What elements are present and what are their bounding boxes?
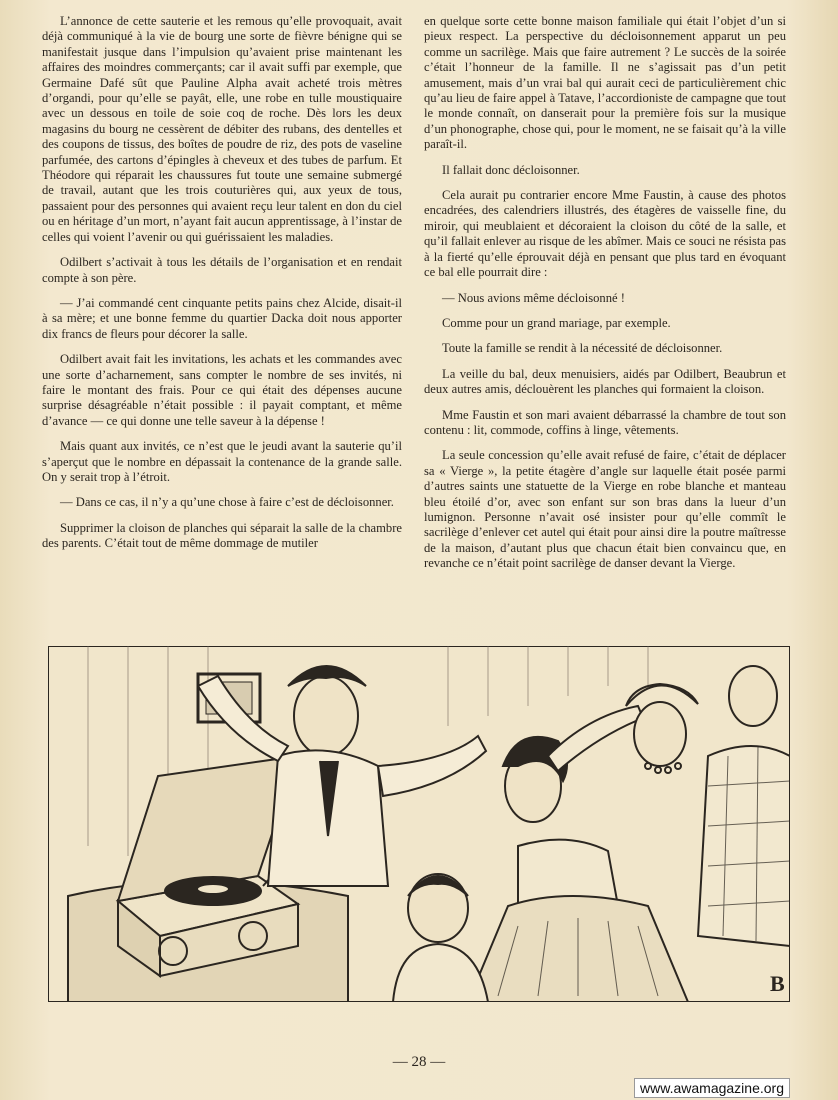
- paragraph: Supprimer la cloison de planches qui séparait la salle de la chambre des parents. C’était tout de même dommage de mutiler: [42, 520, 402, 551]
- paragraph: Odilbert s’activait à tous les détails de l’organisation et en rendait compte à son père.: [42, 255, 402, 285]
- paragraph: — Dans ce cas, il n’y a qu’une chose à faire c’est de décloisonner.: [60, 495, 394, 510]
- paragraph: — J’ai commandé cent cinquante petits pains chez Alcide, disait-il à sa mère; et une bonne femme du quartier Dacka doit nous apporter dix francs de fleurs pour décorer la salle.: [42, 295, 402, 341]
- paragraph: Mais quant aux invités, ce n’est que le jeudi avant la sauterie qu’il s’aperçut que le nombre en dépassait la contenance de la grande salle. On y serait trop à l’étroit.: [42, 439, 402, 484]
- paragraph: Cela aurait pu contrarier encore Mme Faustin, à cause des photos encadrées, des calendriers illustrés, des étagères de vaisselle fine, du miroir, qui meublaient et décoraient la cloison du côté de la salle, et qu’il fallait enlever au risque de les abîmer. Mais ce souci ne résista pas à la fierté qu’elle éprouvait déjà en pensant que plus tard en évoquant ce bal elle pourrait dire :: [424, 188, 786, 280]
- paragraph: La veille du bal, deux menuisiers, aidés par Odilbert, Beaubrun et deux autres amis, déclouèrent les planches qui formaient la cloison.: [424, 366, 786, 397]
- paragraph: Toute la famille se rendit à la nécessité de décloisonner.: [442, 341, 723, 356]
- right-text-column: [424, 14, 786, 582]
- paragraph-continued: en quelque sorte cette bonne maison familiale qui était l’objet d’un si pieux respect. La perspective du décloisonnement apparut un peu comme un sacrilège. Mais que faire autrement ? Le succès de la soirée c’était l’honneur de la famille. Il ne s’agissait pas d’un petit amusement, mais d’un vrai bal qui aurait ceci de particulièrement chic qu’au lieu de faire appel à Tatave, l’accordioniste de campagne que tout le monde connaît, on danserait pour la première fois sur la musique d’un phonographe, chose qui, pour le moment, ne se faisait qu’à la ville paraît-il.: [424, 14, 786, 152]
- paragraph: Odilbert avait fait les invitations, les achats et les commandes avec une sorte d’acharnement, sans compter le nombre de ses invités, ni faire le montant des frais. Pour ce qui était des dépenses aucune surprise désagréable n’était possible : il payait comptant, et même d’avance — ce qui donne une telle saveur à la dépense !: [42, 352, 402, 428]
- paragraph: Il fallait donc décloisonner.: [442, 162, 580, 177]
- illustrator-signature: B: [770, 971, 785, 996]
- watermark-link[interactable]: www.awamagazine.org: [634, 1078, 790, 1098]
- paragraph: Comme pour un grand mariage, par exemple.: [442, 315, 671, 330]
- paragraph: Mme Faustin et son mari avaient débarrassé la chambre de tout son contenu : lit, commode, coffins à linge, vêtements.: [424, 407, 786, 437]
- paragraph: — Nous avions même décloisonné !: [442, 290, 625, 305]
- left-text-column: [42, 14, 402, 562]
- page-number: — 28 —: [392, 1054, 446, 1070]
- paragraph: L’annonce de cette sauterie et les remous qu’elle provoquait, avait déjà communiqué à la vie de bourg une sorte de fièvre bénigne qui se manifestait jusque dans l’impulsion qu’avaient prise maintenant les affaires des moindres commerçants; car il avait suffi par exemple, que Germaine Dafé sût que Pauline Alpha avait acheté trois mètres d’organdi, pour qu’elle se payât, elle, une robe en tulle moustiquaire avec un dessous en toile de soie coq de roche. Dès lors les deux magasins du bourg ne cessèrent de débiter des rubans, des dentelles et des coupons de tissus, des boîtes de poudre de riz, des pots de vaseline parfumée, des cartons d’épingles à cheveux et des tubes de parfum. Et Théodore qui réparait les chaussures fut toute une semaine submergé de travail, autant que les trois couturières qui, aux yeux de tous, passaient pour des personnes qui avaient reçu leur talent en don du ciel ou en héritage d’un mort, n’ayant fait aucun apprentissage, à l’instar de celles qui voient l’avenir ou qui guérissaient les maladies.: [42, 14, 402, 244]
- dance-party-illustration: [48, 646, 790, 1002]
- paragraph: La seule concession qu’elle avait refusé de faire, c’était de déplacer sa « Vierge », la petite étagère d’angle sur laquelle était posée parmi d’autres saints une statuette de la Vierge en robe blanche et manteau bleu étoilé d’or, avec son enfant sur son bras dans la lueur d’un lumignon. Personne n’avait osé insister pour qu’elle commît le sacrilège d’enlever cet autel qui était pour ainsi dire la poutre maîtresse de la maison, d’autant plus que chacun était bien convaincu que, en revanche ce n’était point sacrilège de danser devant la Vierge.: [424, 448, 786, 571]
